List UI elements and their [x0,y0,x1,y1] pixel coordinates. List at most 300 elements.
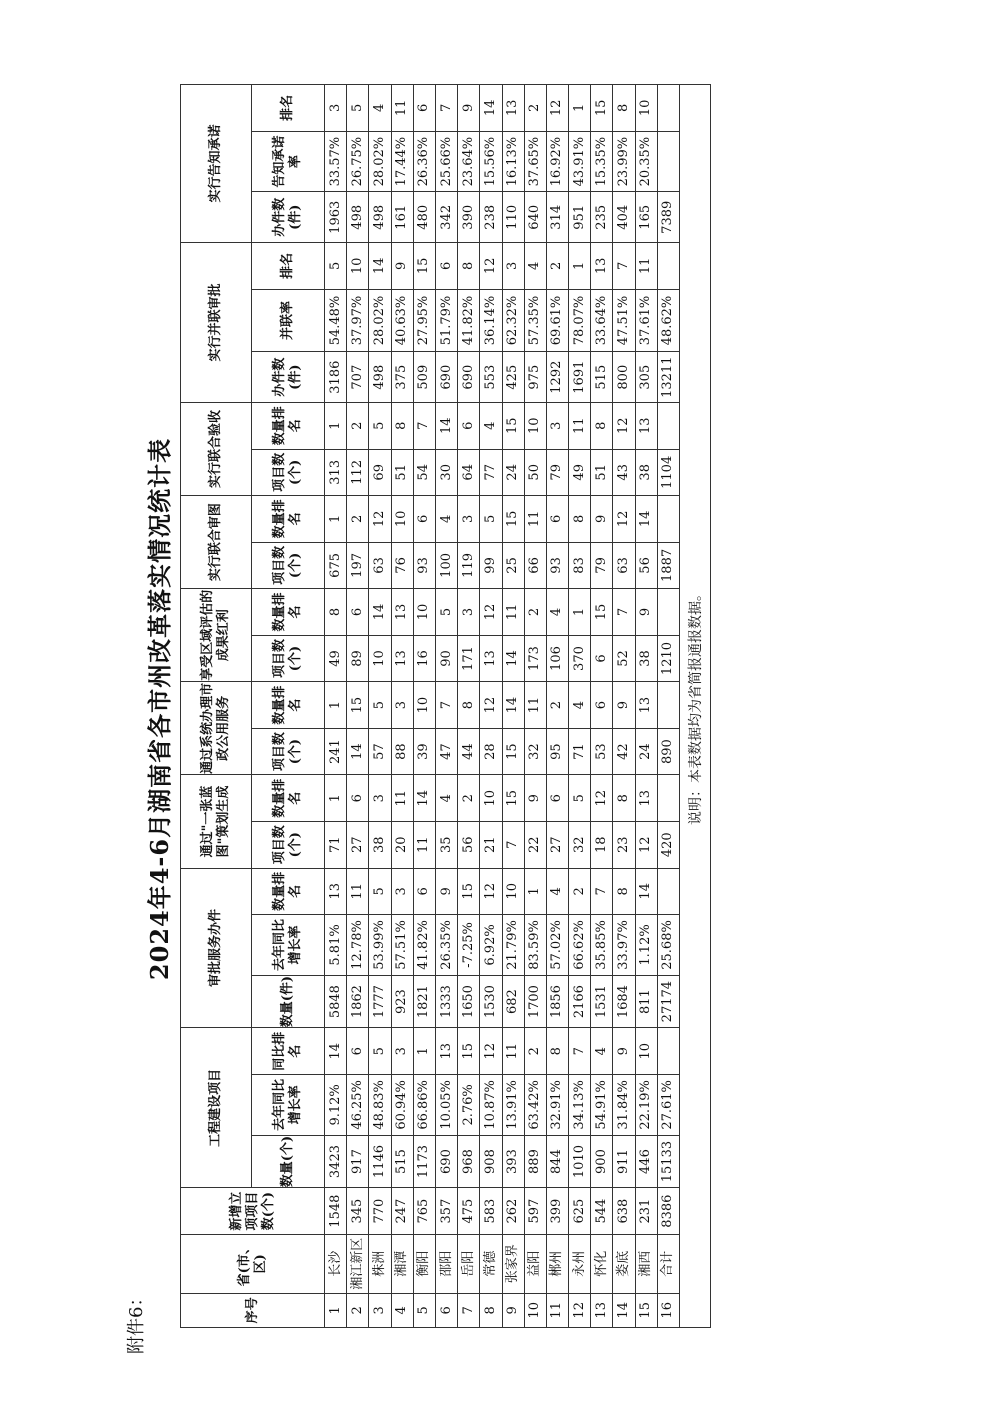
table-cell: 345 [347,1188,369,1235]
table-cell: 69 [369,449,391,496]
table-cell: 6 [347,589,369,636]
table-cell: 770 [369,1188,391,1235]
table-cell: 66 [524,542,546,589]
table-row [347,85,369,1328]
table-cell: 1146 [369,1135,391,1188]
table-cell: 21.79% [502,915,524,976]
table-cell [657,496,679,543]
header-nt-count: 办件数(件) [252,192,325,243]
table-cell: 7389 [657,192,679,243]
table-cell: 33.64% [591,289,613,352]
table-cell: 47 [435,728,457,775]
table-cell: 9 [391,243,413,290]
header-eng-group: 工程建设项目 [181,1028,252,1188]
table-cell: 6 [546,775,568,822]
table-cell: 370 [569,635,591,682]
table-cell: 3 [369,1293,391,1327]
table-cell: 湘潭 [391,1234,413,1293]
table-cell: 54.48% [325,289,347,352]
table-cell: 7 [569,1028,591,1075]
table-cell: 5 [369,868,391,915]
table-cell: 54 [413,449,435,496]
table-cell: 4 [569,682,591,729]
table-cell: 12 [613,496,635,543]
table-cell: 株洲 [369,1234,391,1293]
table-row [613,85,635,1328]
table-cell: 14 [635,496,657,543]
table-cell: 32 [569,821,591,868]
table-cell: 6 [435,243,457,290]
table-cell: 7 [435,85,457,132]
table-cell: 合计 [657,1234,679,1293]
table-cell: 15133 [657,1135,679,1188]
table-cell: 怀化 [591,1234,613,1293]
table-cell: 4 [391,1293,413,1327]
table-cell: 262 [502,1188,524,1235]
table-cell: 90 [435,635,457,682]
header-blueprint-group: 通过"一张蓝图"策划生成 [181,775,252,868]
table-row [546,85,568,1328]
table-cell: 12 [369,496,391,543]
table-cell: 119 [458,542,480,589]
table-cell: 305 [635,352,657,403]
table-cell: 9 [435,868,457,915]
table-cell: 8 [480,1293,502,1327]
table-cell: 53 [591,728,613,775]
table-cell: 1 [325,1293,347,1327]
header-ut-rank: 数量排名 [252,682,325,729]
table-row [657,85,679,1328]
table-cell: 50 [524,449,546,496]
table-cell: 13211 [657,352,679,403]
table-row [569,85,591,1328]
table-cell: 79 [546,449,568,496]
table-cell: 399 [546,1188,568,1235]
table-cell: 1210 [657,635,679,682]
table-cell: 404 [613,192,635,243]
table-cell: 4 [435,496,457,543]
table-cell: 498 [347,192,369,243]
table-cell: 1650 [458,975,480,1028]
table-cell: 71 [569,728,591,775]
table-cell: 28.02% [369,131,391,192]
table-cell: 48.62% [657,289,679,352]
table-cell: 16.13% [502,131,524,192]
table-cell: 4 [546,868,568,915]
table-cell: 14 [613,1293,635,1327]
table-cell: 2.76% [458,1075,480,1136]
table-cell: 23.64% [458,131,480,192]
table-cell: 1 [325,775,347,822]
header-eng-growth: 去年同比增长率 [252,1075,325,1136]
table-cell: 27.61% [657,1075,679,1136]
table-cell: 9 [613,682,635,729]
table-cell: 18 [591,821,613,868]
table-cell: 5 [569,775,591,822]
header-ja-count: 项目数(个) [252,449,325,496]
header-eng-rank: 同比排名 [252,1028,325,1075]
table-cell: 33.97% [613,915,635,976]
table-cell: 100 [435,542,457,589]
table-cell: 6 [435,1293,457,1327]
table-cell: 14 [325,1028,347,1075]
table-cell [657,682,679,729]
table-cell: 14 [435,402,457,449]
table-row [591,85,613,1328]
table-cell: 83.59% [524,915,546,976]
table-cell: 3 [391,1028,413,1075]
header-seq: 序号 [181,1293,325,1327]
table-cell: 83 [569,542,591,589]
table-cell: 2 [347,1293,369,1327]
table-cell: 3 [458,496,480,543]
table-row [524,85,546,1328]
table-cell: 544 [591,1188,613,1235]
table-cell: 3 [391,868,413,915]
table-cell: 12 [480,589,502,636]
table-cell: 11 [635,243,657,290]
header-bp-count: 项目数(个) [252,821,325,868]
table-cell: 13 [391,635,413,682]
table-cell: 51 [391,449,413,496]
table-cell: 37.97% [347,289,369,352]
table-cell: 33.57% [325,131,347,192]
table-cell: 638 [613,1188,635,1235]
table-cell: 707 [347,352,369,403]
table-cell: 7 [502,821,524,868]
table-cell: 99 [480,542,502,589]
table-cell: 5.81% [325,915,347,976]
table-cell: 9 [613,1028,635,1075]
table-cell: 15 [458,1028,480,1075]
table-body [325,85,680,1328]
table-cell: 岳阳 [458,1234,480,1293]
table-cell: 26.75% [347,131,369,192]
table-cell: 49 [325,635,347,682]
table-cell: 71 [325,821,347,868]
table-cell: 1963 [325,192,347,243]
table-cell: 11 [502,589,524,636]
table-cell: 20.35% [635,131,657,192]
header-joint-review-group: 实行联合审图 [181,496,252,589]
table-cell: 5 [480,496,502,543]
table-cell [657,131,679,192]
table-cell: 69.61% [546,289,568,352]
table-cell: 241 [325,728,347,775]
table-cell: 11 [347,868,369,915]
table-cell: 13.91% [502,1075,524,1136]
table-cell: 8 [613,85,635,132]
table-cell: 425 [502,352,524,403]
table-cell: 15 [635,1293,657,1327]
table-cell: 1862 [347,975,369,1028]
table-row [480,85,502,1328]
table-cell: 34.13% [569,1075,591,1136]
table-cell: 31.84% [613,1075,635,1136]
table-cell: 6 [591,635,613,682]
table-cell: 17.44% [391,131,413,192]
table-cell: 89 [347,635,369,682]
table-cell: 27 [347,821,369,868]
table-cell: 66.86% [413,1075,435,1136]
table-cell: 2 [524,85,546,132]
table-cell: 5 [413,1293,435,1327]
table-cell: 63 [613,542,635,589]
table-cell: 郴州 [546,1234,568,1293]
table-cell: 800 [613,352,635,403]
table-cell: 889 [524,1135,546,1188]
table-cell: 永州 [569,1234,591,1293]
table-cell: 5 [369,682,391,729]
table-cell: 8 [325,589,347,636]
table-cell: 844 [546,1135,568,1188]
table-cell: 12 [569,1293,591,1327]
table-cell: 15 [413,243,435,290]
header-nt-rank: 排名 [252,85,325,132]
table-cell [657,868,679,915]
table-cell: 6 [413,85,435,132]
table-cell: 2166 [569,975,591,1028]
table-cell: 14 [502,682,524,729]
table-cell: 235 [591,192,613,243]
table-cell: 7 [413,402,435,449]
table-cell: 8 [391,402,413,449]
table-cell: 14 [635,868,657,915]
table-cell: 5 [325,243,347,290]
table-cell: 3423 [325,1135,347,1188]
table-cell: 12 [480,868,502,915]
table-cell: 46.25% [347,1075,369,1136]
table-cell: 23.99% [613,131,635,192]
header-joint-accept-group: 实行联合验收 [181,402,252,495]
table-cell: 13 [591,243,613,290]
table-cell: 21 [480,821,502,868]
table-cell: 15 [458,868,480,915]
table-cell: 9.12% [325,1075,347,1136]
table-cell: 1691 [569,352,591,403]
table-cell: 张家界 [502,1234,524,1293]
table-cell: 393 [502,1135,524,1188]
table-cell: 8 [613,868,635,915]
table-cell: 16.92% [546,131,568,192]
table-cell: 13 [635,402,657,449]
table-cell: 15.56% [480,131,502,192]
table-cell: 37.65% [524,131,546,192]
table-cell: 15 [502,775,524,822]
table-cell: 515 [591,352,613,403]
table-cell: 48.83% [369,1075,391,1136]
table-cell: 42 [613,728,635,775]
page-title: 2024年4-6月湖南省各市州改革落实情况统计表 [145,437,174,981]
table-cell: 2 [569,868,591,915]
table-cell: 益阳 [524,1234,546,1293]
header-re-count: 项目数(个) [252,635,325,682]
table-cell: 63.42% [524,1075,546,1136]
table-cell: 9 [524,775,546,822]
table-cell: 47.51% [613,289,635,352]
table-cell: 8 [569,496,591,543]
table-cell: 923 [391,975,413,1028]
table-cell: 95 [546,728,568,775]
table-cell: 15 [347,682,369,729]
table-cell: 43 [613,449,635,496]
table-row [413,85,435,1328]
table-cell: 8386 [657,1188,679,1235]
table-cell: 10 [413,589,435,636]
table-cell: 11 [524,496,546,543]
table-cell: 8 [458,682,480,729]
table-cell: 690 [435,352,457,403]
table-cell: 690 [458,352,480,403]
table-cell: 27174 [657,975,679,1028]
table-cell: 13 [391,589,413,636]
table-cell: 15 [502,402,524,449]
table-cell: 583 [480,1188,502,1235]
table-cell: 27 [546,821,568,868]
table-cell: 12 [613,402,635,449]
table-cell: 5 [369,402,391,449]
table-cell: 37.61% [635,289,657,352]
table-cell: 6 [413,868,435,915]
table-cell: 10 [635,1028,657,1075]
table-cell: 57.35% [524,289,546,352]
table-cell: 1700 [524,975,546,1028]
table-cell: 62.32% [502,289,524,352]
header-region-eval-group: 享受区域评估的成果红利 [181,589,252,682]
table-cell: 3186 [325,352,347,403]
table-cell: 14 [347,728,369,775]
table-row [502,85,524,1328]
table-cell: 6 [347,775,369,822]
table-cell: 2 [347,496,369,543]
table-cell: 14 [480,85,502,132]
table-cell: 2 [546,243,568,290]
table-cell: 56 [635,542,657,589]
table-row [325,85,347,1328]
table-cell: 76 [391,542,413,589]
header-parallel-group: 实行并联审批 [181,243,252,403]
table-cell: 12 [546,85,568,132]
table-cell: 6.92% [480,915,502,976]
table-cell [657,589,679,636]
table-cell: 77 [480,449,502,496]
table-cell: 4 [524,243,546,290]
table-cell: 39 [413,728,435,775]
table-cell: 110 [502,192,524,243]
table-cell: 8 [546,1028,568,1075]
table-cell: 36.14% [480,289,502,352]
table-cell: 44 [458,728,480,775]
table-cell: 10 [480,775,502,822]
table-cell: 11 [569,402,591,449]
table-cell: 1292 [546,352,568,403]
table-cell: 1 [325,402,347,449]
table-row [369,85,391,1328]
table-cell: 968 [458,1135,480,1188]
table-cell: 12 [480,1028,502,1075]
table-cell: 25 [502,542,524,589]
table-cell: 1548 [325,1188,347,1235]
table-cell: 12 [480,682,502,729]
table-cell: 20 [391,821,413,868]
table-cell: 106 [546,635,568,682]
table-cell: 597 [524,1188,546,1235]
table-cell: 湘西 [635,1234,657,1293]
table-cell: 9 [458,85,480,132]
table-cell: 13 [325,868,347,915]
table-cell: 165 [635,192,657,243]
table-cell: 4 [591,1028,613,1075]
table-cell: 11 [413,821,435,868]
table-cell: 1.12% [635,915,657,976]
table-cell: 112 [347,449,369,496]
table-cell: 3 [546,402,568,449]
table-cell: 16 [413,635,435,682]
header-jr-count: 项目数(个) [252,542,325,589]
header-pa-rank: 排名 [252,243,325,290]
table-cell: 1684 [613,975,635,1028]
table-cell: 1104 [657,449,679,496]
table-cell: 邵阳 [435,1234,457,1293]
table-cell: 11 [502,1028,524,1075]
table-cell: 53.99% [369,915,391,976]
table-cell: 13 [635,775,657,822]
table-cell: 1010 [569,1135,591,1188]
table-cell: 24 [502,449,524,496]
table-cell: 6 [347,1028,369,1075]
table-cell: 420 [657,821,679,868]
table-cell: 41.82% [413,915,435,976]
table-cell: 1 [569,243,591,290]
table-cell: 40.63% [391,289,413,352]
table-cell: 247 [391,1188,413,1235]
table-cell: 1 [524,868,546,915]
table-cell: 11 [524,682,546,729]
table-cell: 1 [569,85,591,132]
table-cell: 515 [391,1135,413,1188]
table-cell: 11 [391,775,413,822]
table-cell: 长沙 [325,1234,347,1293]
table-cell: 3 [325,85,347,132]
table-cell: 9 [591,496,613,543]
table-cell: 10 [369,635,391,682]
header-utility-group: 通过系统办理市政公用服务 [181,682,252,775]
table-cell: 1821 [413,975,435,1028]
table-cell: 14 [413,775,435,822]
table-row [391,85,413,1328]
table-cell: 5 [435,589,457,636]
table-cell: 3 [391,682,413,729]
table-cell: 625 [569,1188,591,1235]
header-notify-group: 实行告知承诺 [181,85,252,243]
table-cell: 13 [591,1293,613,1327]
table-cell: 313 [325,449,347,496]
table-cell: 10 [524,1293,546,1327]
table-cell [657,243,679,290]
table-cell: 28.02% [369,289,391,352]
table-cell: 衡阳 [413,1234,435,1293]
table-cell: 1887 [657,542,679,589]
table-cell: 314 [546,192,568,243]
table-cell: 27.95% [413,289,435,352]
table-cell: 675 [325,542,347,589]
table-cell: 26.36% [413,131,435,192]
table-cell: 446 [635,1135,657,1188]
table-cell: 12 [635,821,657,868]
table-cell: 173 [524,635,546,682]
table-cell: 811 [635,975,657,1028]
table-cell: 57.51% [391,915,413,976]
